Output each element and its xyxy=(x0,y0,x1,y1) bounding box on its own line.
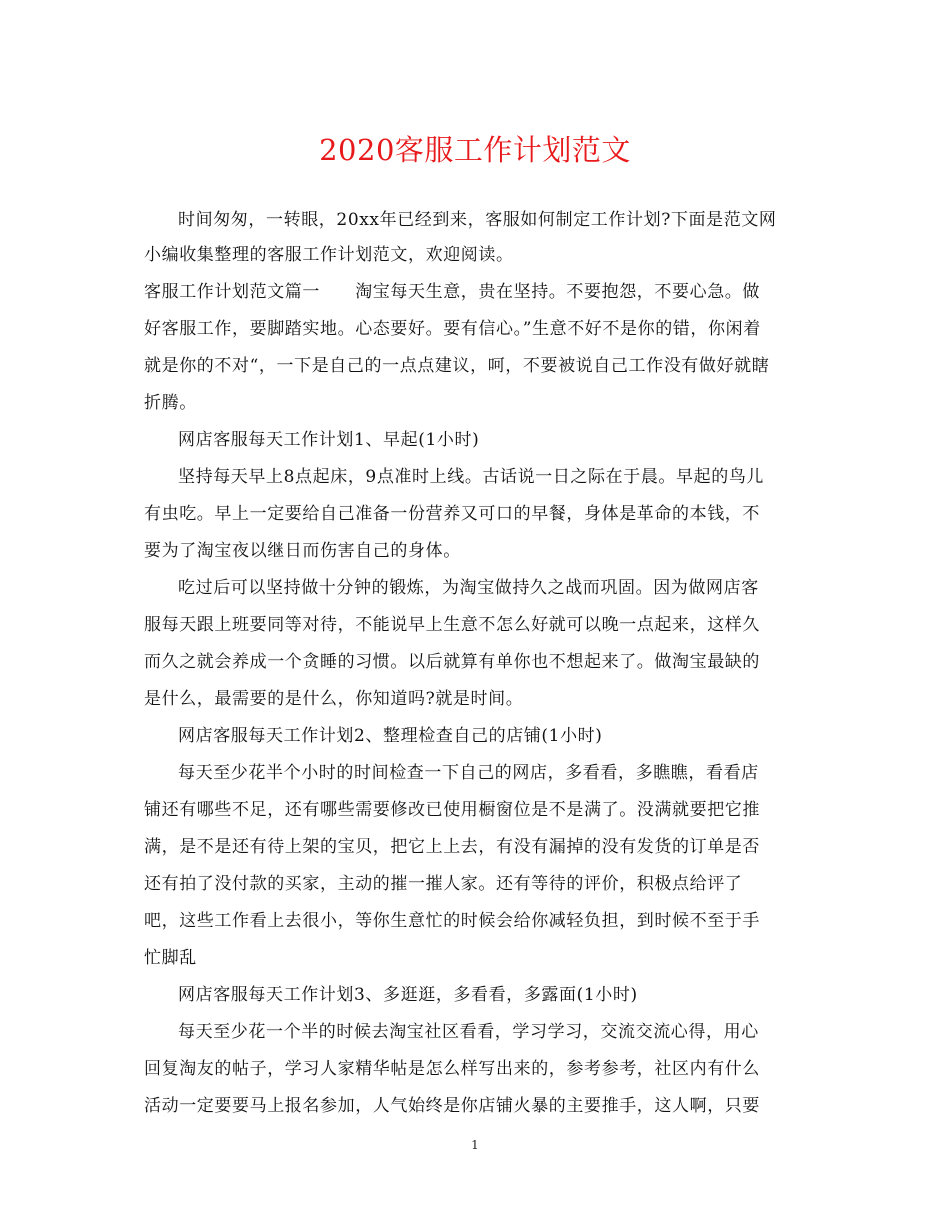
body-line: 好客服工作，要脚踏实地。心态要好。要有信心。”生意不好不是你的错，你闲着 xyxy=(144,319,761,339)
body-line: 还有拍了没付款的买家，主动的摧一摧人家。还有等待的评价，积极点给评了 xyxy=(144,874,743,894)
body-line: 每天至少花半个小时的时间检查一下自己的网店，多看看，多瞧瞧，看看店 xyxy=(178,763,759,783)
body-line: 活动一定要要马上报名参加，人气始终是你店铺火暴的主要推手，这人啊，只要 xyxy=(144,1096,760,1116)
body-line: 回复淘友的帖子，学习人家精华帖是怎么样写出来的，参考参考，社区内有什么 xyxy=(144,1059,760,1079)
body-line: 忙脚乱 xyxy=(144,948,197,968)
section-heading: 网店客服每天工作计划1、早起(1小时) xyxy=(178,430,480,450)
body-line: 要为了淘宝夜以继日而伤害自己的身体。 xyxy=(144,541,461,561)
page-number: 1 xyxy=(471,1138,479,1152)
body-line: 客服工作计划范文篇一 淘宝每天生意，贵在坚持。不要抱怨，不要心急。做 xyxy=(144,282,760,302)
page-title: 2020客服工作计划范文 xyxy=(319,133,631,167)
body-line: 满，是不是还有待上架的宝贝，把它上上去，有没有漏掉的没有发货的订单是否 xyxy=(144,837,760,857)
body-line: 就是你的不对“，一下是自己的一点点建议，呵，不要被说自己工作没有做好就瞎 xyxy=(144,356,770,376)
body-line: 小编收集整理的客服工作计划范文，欢迎阅读。 xyxy=(144,245,514,265)
body-line: 每天至少花一个半的时候去淘宝社区看看，学习学习，交流交流心得，用心 xyxy=(178,1022,759,1042)
section-heading: 网店客服每天工作计划3、多逛逛，多看看，多露面(1小时) xyxy=(178,985,638,1005)
body-line: 吃过后可以坚持做十分钟的锻炼，为淘宝做持久之战而巩固。因为做网店客 xyxy=(178,578,759,598)
body-line: 是什么，最需要的是什么，你知道吗?就是时间。 xyxy=(144,689,524,709)
section-heading: 网店客服每天工作计划2、整理检查自己的店铺(1小时) xyxy=(178,726,603,746)
body-line: 铺还有哪些不足，还有哪些需要修改已使用橱窗位是不是满了。没满就要把它推 xyxy=(144,800,760,820)
body-line: 而久之就会养成一个贪睡的习惯。以后就算有单你也不想起来了。做淘宝最缺的 xyxy=(144,652,760,672)
body-line: 吧，这些工作看上去很小，等你生意忙的时候会给你减轻负担，到时候不至于手 xyxy=(144,911,760,931)
body-line: 坚持每天早上8点起床，9点准时上线。古话说一日之际在于晨。早起的鸟儿 xyxy=(178,467,765,487)
body-line: 折腾。 xyxy=(144,393,197,413)
body-line: 时间匆匆，一转眼，20xx年已经到来，客服如何制定工作计划?下面是范文网 xyxy=(178,210,777,230)
body-line: 有虫吃。早上一定要给自己准备一份营养又可口的早餐，身体是革命的本钱，不 xyxy=(144,504,760,524)
body-line: 服每天跟上班要同等对待，不能说早上生意不怎么好就可以晚一点起来，这样久 xyxy=(144,615,760,635)
